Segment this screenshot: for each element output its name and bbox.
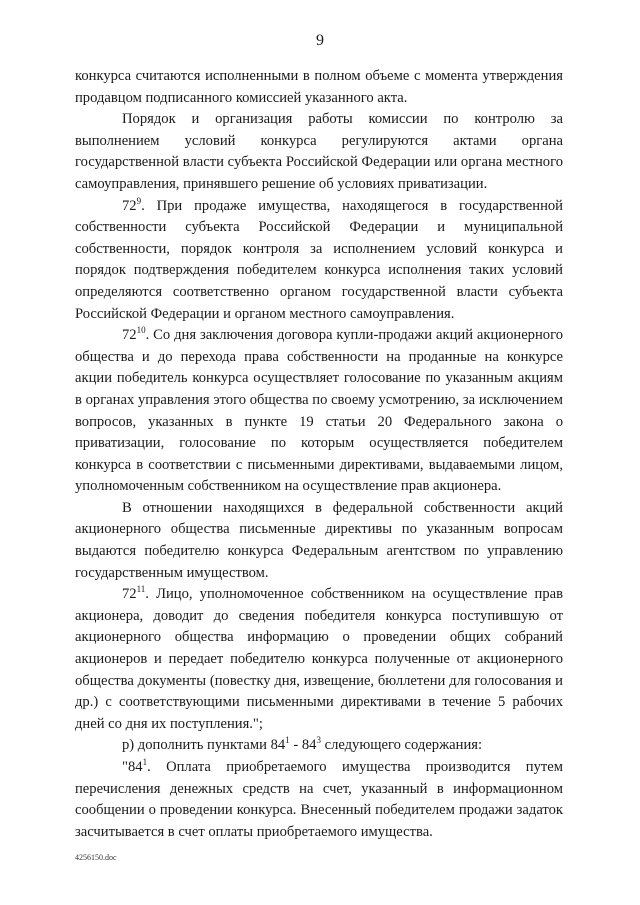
clause-text: . Лицо, уполномоченное собственником на осуществление прав акционера, доводит до сведения победителя конкурса поступившую от акционерного общества информацию о проведении общих собраний акционеров и передает победителю конкурса полученные от акционерного общества документы (повестку дня, извещение, бюллетени для голосования и др.) с соответствующими письменными директивами в течение 5 рабочих дней со дня их поступления."; [75, 586, 563, 732]
paragraph-item-r [75, 735, 563, 757]
clause-number: 72 [122, 327, 137, 344]
item-r-prefix: р) дополнить пунктами 84 [122, 737, 286, 754]
paragraph-commission-control: Порядок и организация работы комиссии по контролю за выполнением условий конкурса регулируются актами органа государственной власти субъекта Российской Федерации или органа местного самоуправления, принявшего решение об условиях приватизации. [75, 111, 563, 192]
clause-superscript: 9 [136, 195, 142, 206]
clause-superscript: 1 [142, 757, 148, 767]
clause-superscript: 11 [136, 584, 146, 595]
paragraph-72-11 [75, 584, 563, 735]
page-number: 9 [316, 32, 324, 49]
document-body [75, 66, 563, 843]
document-file-reference: 4256150.doc [75, 853, 117, 862]
item-r-suffix: следующего содержания: [320, 737, 483, 754]
paragraph-continuation: конкурса считаются исполненными в полном объеме с момента утверждения продавцом подписанного комиссией указанного акта. [75, 68, 563, 106]
paragraph-84-1 [75, 757, 563, 843]
clause-text: . Со дня заключения договора купли-продажи акций акционерного общества и до перехода права собственности на проданные на конкурсе акции победитель конкурса осуществляет голосование по указанным акциям в органах управления этого общества по своему усмотрению, за исключением вопросов, указанных в пункте 19 статьи 20 Федерального закона о приватизации, голосование по которым осуществляется победителем конкурса в соответствии с письменными директивами, выдаваемыми лицом, уполномоченным собственником на осуществление прав акционера. [75, 327, 563, 495]
paragraph-federal-property: В отношении находящихся в федеральной собственности акций акционерного общества письменные директивы по указанным вопросам выдаются победителю конкурса Федеральным агентством по управлению государственным имуществом. [75, 499, 563, 581]
clause-text: . Оплата приобретаемого имущества производится путем перечисления денежных средств на счет, указанный в информационном сообщении о проведении конкурса. Внесенный победителем продажи задаток засчитывается в счет оплаты приобретаемого имущества. [75, 759, 563, 840]
clause-number: 72 [122, 586, 137, 603]
paragraph-72-9 [75, 196, 563, 326]
item-r-superscript-2: 3 [316, 735, 321, 746]
clause-text: . При продаже имущества, находящегося в государственной собственности субъекта Российской Федерации и муниципальной собственности, порядок контроля за исполнением условий конкурса и порядок подтверждения победителем конкурса исполнения таких условий определяются соответственно органом государственной власти субъекта Российской Федерации и органом местного самоуправления. [75, 197, 563, 322]
item-r-middle: - 84 [289, 737, 317, 754]
clause-number: 72 [122, 197, 137, 214]
item-r-superscript-1: 1 [285, 735, 290, 746]
clause-superscript: 10 [136, 325, 146, 336]
paragraph-72-10 [75, 325, 563, 498]
clause-number: "84 [122, 759, 143, 775]
